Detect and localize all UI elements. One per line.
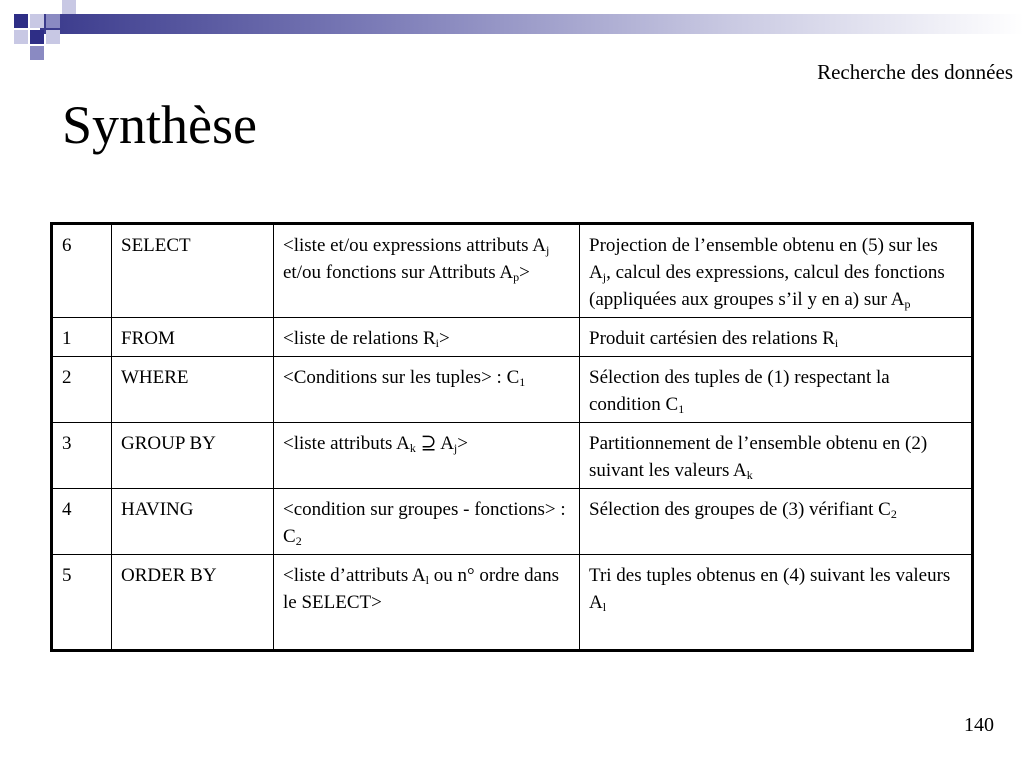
decor-square [14,30,28,44]
sql-clause-cell: ORDER BY [112,555,274,651]
cell-text: <condition sur groupes - fonctions> : C [283,499,566,547]
decor-square [62,0,76,14]
step-number-cell: 1 [52,318,112,357]
decor-square [14,14,28,28]
cell-text: Partitionnement de l’ensemble obtenu en (2) suivant les valeurs A [589,433,928,481]
subscript: 1 [519,375,526,389]
table-row [52,357,973,423]
step-number-cell: 5 [52,555,112,651]
header-gradient-bar [40,14,1024,34]
subscript: i [834,336,839,350]
decor-square [46,30,60,44]
cell-text: > [457,433,468,454]
subscript: k [409,441,416,455]
cell-text: <liste d’attributs A [283,565,426,586]
slide-title: Synthèse [62,95,257,155]
cell-text: Projection de l’ensemble obtenu en (5) sur les A [589,235,938,283]
clause-description-cell [580,555,973,651]
page-number: 140 [964,714,994,736]
sql-clause-cell: SELECT [112,224,274,318]
subscript: j [602,270,607,284]
table-row [52,555,973,651]
clause-description-cell [580,489,973,555]
subscript: 2 [890,507,897,521]
cell-text: <liste de relations R [283,328,436,349]
header-subtitle: Recherche des données [817,60,1013,84]
step-number-cell: 6 [52,224,112,318]
cell-text: <liste attributs A [283,433,410,454]
sql-clause-cell: WHERE [112,357,274,423]
subscript: l [602,600,607,614]
cell-text: > [519,262,530,283]
step-number-cell: 4 [52,489,112,555]
clause-content-cell [274,423,580,489]
clause-content-cell [274,318,580,357]
clause-description-cell [580,423,973,489]
cell-text: Sélection des groupes de (3) vérifiant C [589,499,891,520]
sql-clause-cell: GROUP BY [112,423,274,489]
subscript: j [453,441,458,455]
decor-square [46,14,60,28]
clause-description-cell [580,318,973,357]
cell-text: <Conditions sur les tuples> : C [283,367,520,388]
cell-text: Sélection des tuples de (1) respectant la condition C [589,367,890,415]
subscript: 2 [295,534,302,548]
decor-square [30,46,44,60]
subscript: i [435,336,440,350]
subscript: 1 [678,402,685,416]
synthesis-table [50,222,974,652]
clause-description-cell [580,357,973,423]
table-row [52,489,973,555]
cell-text: ou n° ordre dans le SELECT> [283,565,560,613]
clause-content-cell [274,555,580,651]
subscript: p [513,270,520,284]
sql-clause-cell: FROM [112,318,274,357]
cell-text: , calcul des expressions, calcul des fonctions (appliquées aux groupes s’il y en a) sur A [589,262,945,310]
table-row [52,318,973,357]
cell-text: ⊇ A [415,433,454,454]
clause-content-cell [274,489,580,555]
decor-square [30,30,44,44]
clause-description-cell [580,224,973,318]
cell-text: > [439,328,450,349]
step-number-cell: 2 [52,357,112,423]
sql-clause-cell: HAVING [112,489,274,555]
step-number-cell: 3 [52,423,112,489]
cell-text: Produit cartésien des relations R [589,328,835,349]
table-body [52,224,973,651]
cell-text: <liste et/ou expressions attributs A [283,235,546,256]
clause-content-cell [274,357,580,423]
subscript: j [545,243,550,257]
subscript: k [746,468,753,482]
table-row [52,423,973,489]
decor-square [30,14,44,28]
table-row [52,224,973,318]
clause-content-cell [274,224,580,318]
cell-text: Tri des tuples obtenus en (4) suivant les valeurs A [589,565,951,613]
subscript: l [425,573,429,587]
cell-text: et/ou fonctions sur Attributs A [283,262,514,283]
subscript: p [904,297,911,311]
